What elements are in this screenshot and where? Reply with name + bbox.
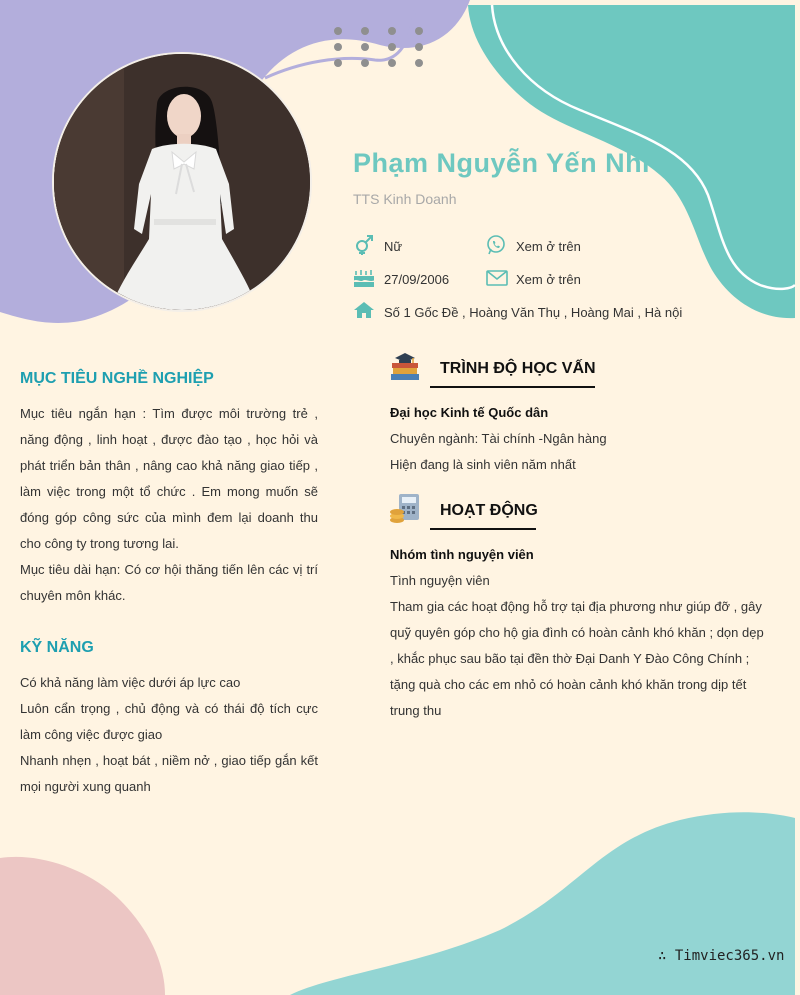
activities-title-underline [430, 528, 536, 530]
email-icon [486, 270, 508, 286]
skills-title: KỸ NĂNG [20, 639, 94, 656]
education-status: Hiện đang là sinh viên năm nhất [390, 457, 576, 472]
home-icon [353, 301, 375, 319]
objective-long-term: Mục tiêu dài hạn: Có cơ hội thăng tiến lên các vị trí chuyên môn khác. [20, 562, 318, 603]
activities-details [390, 542, 768, 724]
avatar [52, 52, 312, 312]
objective-text [20, 401, 318, 609]
skills-list [20, 670, 318, 800]
gender-value: Nữ [384, 239, 403, 254]
activity-description: Tham gia các hoạt động hỗ trợ tại địa phương như giúp đỡ , gây quỹ quyên góp cho hộ gia đình có hoàn cảnh khó khăn ; dọn dẹp , khắc phục sau bão tại đền thờ Đại Danh Y Đào Công Chính ; tặng quà cho các em nhỏ có hoàn cảnh khó khăn trong dịp tết trung thu [390, 599, 764, 718]
education-details [390, 400, 768, 478]
objective-title: MỤC TIÊU NGHỀ NGHIỆP [20, 370, 214, 387]
email-value: Xem ở trên [516, 272, 581, 287]
candidate-name: Phạm Nguyễn Yến Nhi [353, 148, 651, 178]
birthdate-value: 27/09/2006 [384, 272, 450, 287]
pink-blob [0, 857, 165, 995]
gender-icon [354, 235, 374, 255]
activities-title: HOẠT ĐỘNG [440, 502, 538, 519]
education-major: Chuyên ngành: Tài chính -Ngân hàng [390, 431, 607, 446]
bottom-teal-blob [290, 812, 795, 995]
activity-org: Nhóm tình nguyện viên [390, 547, 534, 562]
address-value: Số 1 Gốc Đề , Hoàng Văn Thụ , Hoàng Mai , Hà nội [384, 305, 683, 320]
calculator-coins-icon [389, 492, 421, 524]
phone-value: Xem ở trên [516, 239, 581, 254]
graduation-books-icon [389, 350, 421, 382]
brand-watermark: ∴ Timviec365.vn [658, 948, 785, 964]
education-title-underline [430, 386, 595, 388]
candidate-role: TTS Kinh Doanh [353, 191, 457, 207]
skill-item: Nhanh nhẹn , hoạt bát , niềm nở , giao tiếp gắn kết mọi người xung quanh [20, 753, 318, 794]
skill-item: Có khả năng làm việc dưới áp lực cao [20, 675, 241, 690]
activity-position: Tình nguyện viên [390, 573, 490, 588]
phone-icon [486, 235, 506, 255]
skill-item: Luôn cẩn trọng , chủ động và có thái độ tích cực làm công việc được giao [20, 701, 318, 742]
objective-short-term: Mục tiêu ngắn hạn : Tìm được môi trường trẻ , năng động , linh hoạt , được đào tạo , học hỏi và phát triển bản thân , nâng cao khả năng giao tiếp , làm việc trong một tổ chức . Em mong muốn sẽ đóng góp công sức của mình đem lại doanh thu cho công ty trong tương lai. [20, 406, 318, 551]
avatar-illustration [54, 54, 312, 312]
birthday-cake-icon [353, 268, 375, 288]
education-school: Đại học Kinh tế Quốc dân [390, 405, 549, 420]
education-title: TRÌNH ĐỘ HỌC VẤN [440, 360, 596, 377]
